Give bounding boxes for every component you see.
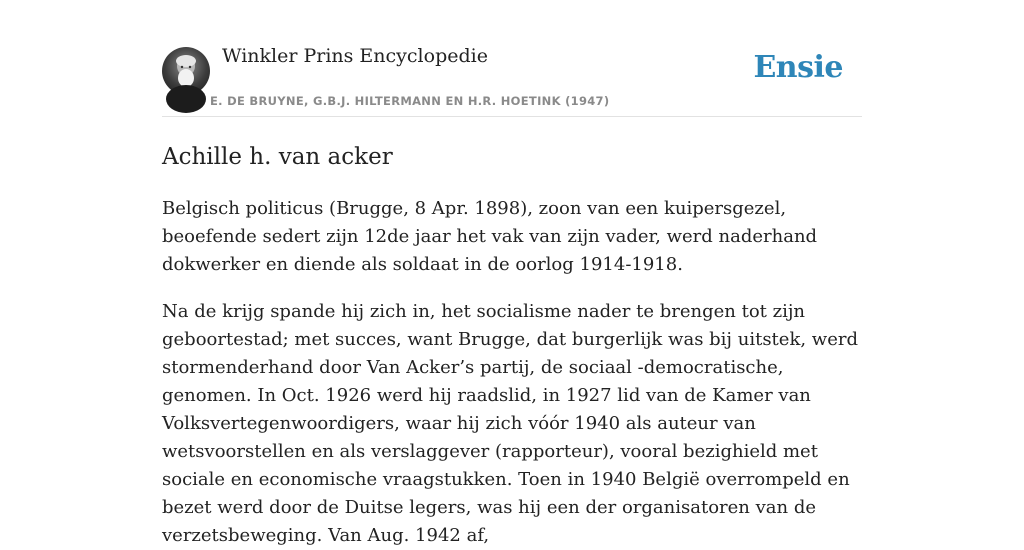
ensie-logo-link[interactable]: Ensie: [753, 50, 843, 85]
book-authors: E. DE BRUYNE, G.B.J. HILTERMANN EN H.R. HOETINK (1947): [210, 94, 610, 108]
article-paragraph-1: Belgisch politicus (Brugge, 8 Apr. 1898), zoon van een kuipersgezel, beoefende sedert zijn 12de jaar het vak van zijn vader, werd naderhand dokwerker en diende als soldaat in de oorlog 1914-1918.: [162, 198, 818, 275]
article-title: Achille h. van acker: [162, 144, 393, 170]
article-body: [162, 195, 862, 550]
author-portrait: [162, 47, 210, 95]
book-header: [162, 0, 862, 117]
article-paragraph-2: Na de krijg spande hij zich in, het socialisme nader te brengen tot zijn geboortestad; met succes, want Brugge, dat burgerlijk was bij uitstek, werd stormenderhand door Van Acker’s partij, de sociaal -democratische, genomen. In Oct. 1926 werd hij raadslid, in 1927 lid van de Kamer van Volksvertegenwoordigers, waar hij zich vóór 1940 als auteur van wetsvoorstellen en als verslaggever (rapporteur), vooral bezighield met sociale en economische vraagstukken. Toen in 1940 België overrompeld en bezet werd door de Duitse legers, was hij een der organisatoren van de verzetsbeweging. Van Aug. 1942 af,: [162, 301, 858, 546]
book-title[interactable]: Winkler Prins Encyclopedie: [222, 45, 488, 67]
content-column: [162, 0, 862, 550]
